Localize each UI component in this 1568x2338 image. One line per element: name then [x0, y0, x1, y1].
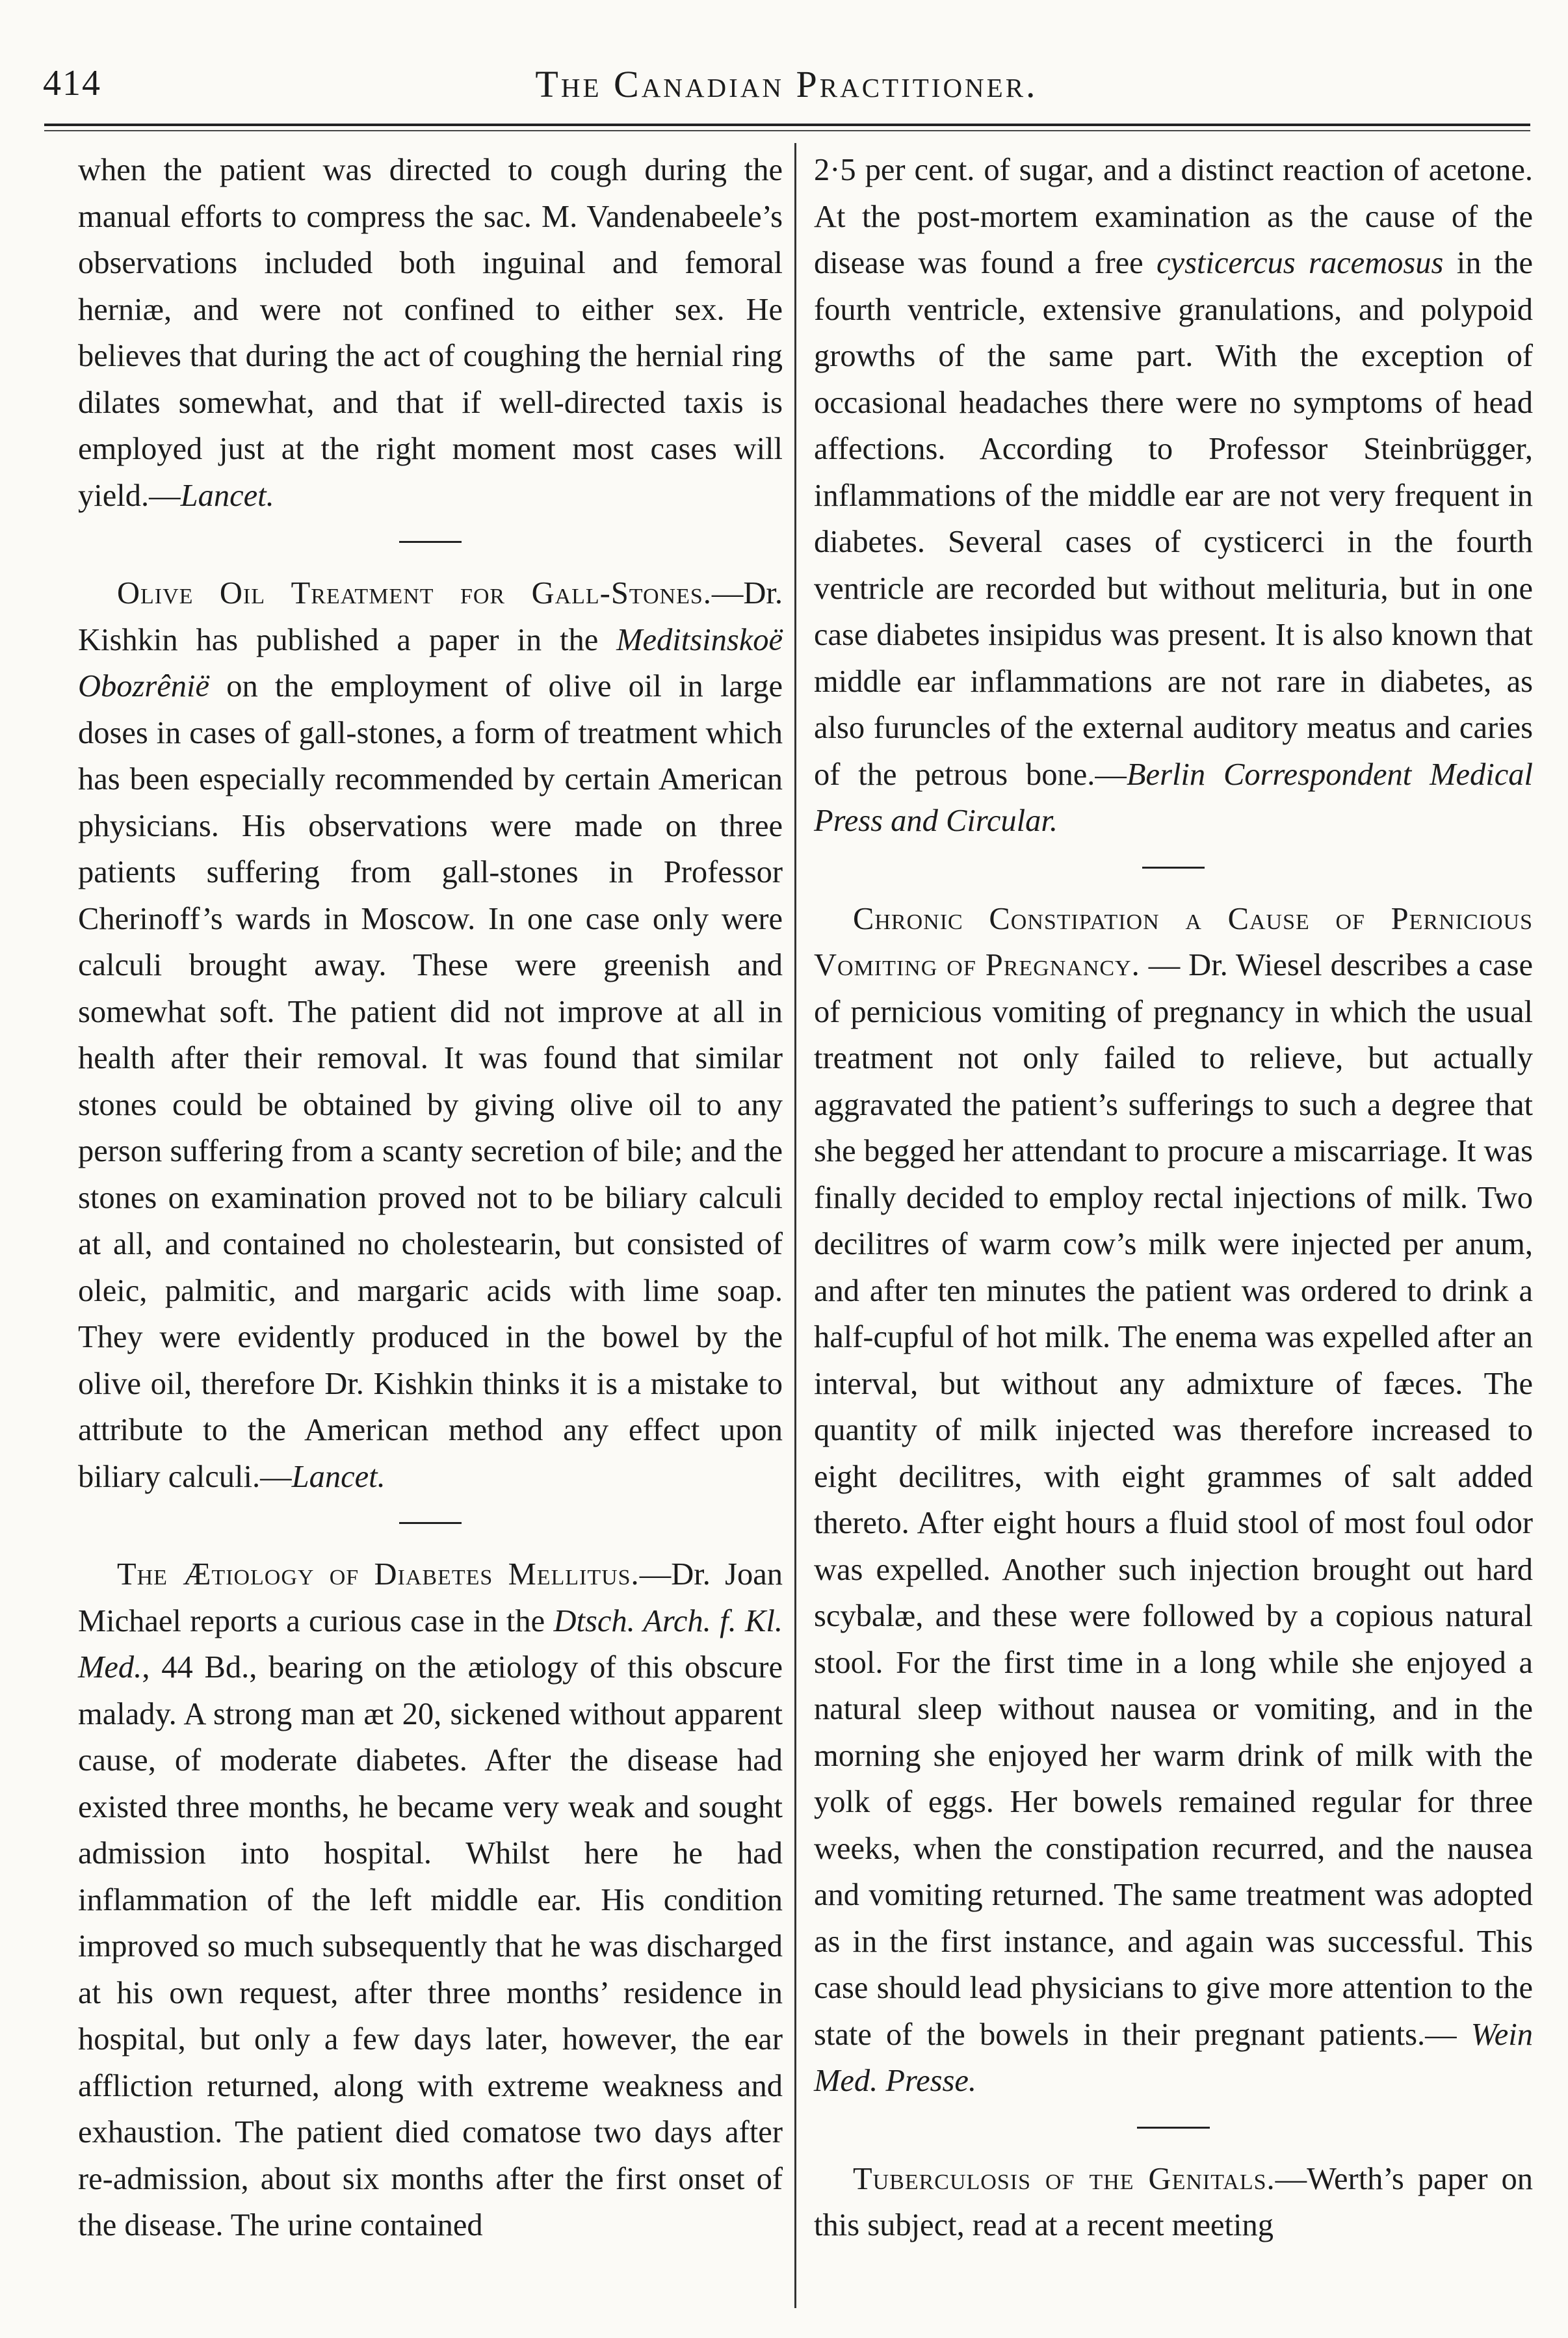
article-constipation [814, 896, 1533, 2105]
article-diabetes [78, 1551, 783, 2249]
paragraph-text: —Dr. Kishkin has published a paper in the [78, 576, 783, 657]
paragraph-text: —Werth’s paper on this subject, read at a recent meeting [814, 2161, 1533, 2242]
header-rule-thin [44, 130, 1530, 131]
section-separator [399, 1522, 462, 1524]
journal-name: Meditsinskoë Obozrênië [78, 622, 783, 703]
section-separator [1137, 2127, 1210, 2129]
article-continuation [814, 147, 1533, 845]
source-citation: Wein Med. Presse. [814, 2017, 1533, 2098]
section-separator [399, 541, 462, 543]
header-rule-thick [44, 124, 1530, 126]
running-title: The Canadian Practitioner. [535, 63, 1038, 105]
page-header [39, 62, 1534, 114]
paragraph-text: —Dr. Joan Michael reports a curious case in the [78, 1557, 783, 1638]
column-divider [794, 143, 796, 2308]
paragraph-text: in the fourth ventricle, extensive granulations, and polypoid growths of the same part. With the exception of occasional headaches there were no symptoms of head affections. According to Professor Steinbrügger, inflammations of the middle ear are not very frequent in diabetes. Several cases of cysticerci in the fourth ventricle are recorded but without melituria, but in one case diabetes insipidus was present. It is also known that middle ear inflammations are not rare in diabetes, as also furuncles of the external auditory meatus and caries of the petrous bone.— [814, 246, 1533, 792]
latin-term: cysticercus racemosus [1156, 246, 1444, 280]
paragraph-text: — Dr. Wiesel describes a case of pernicious vomiting of pregnancy in which the usual treatment not only failed to relieve, but actually aggravated the patient’s sufferings to such a degree that she begged her attendant to procure a miscarriage. It was finally decided to employ rectal injections of milk. Two decilitres of warm cow’s milk were injected per anum, and after ten minutes the patient was ordered to drink a half-cupful of hot milk. The enema was expelled after an interval, but without any admixture of fæces. The quantity of milk injected was therefore increased to eight decilitres, with eight grammes of salt added thereto. After eight hours a fluid stool of most foul odor was expelled. Another such injection brought out hard scybalæ, and these were followed by a copious natural stool. For the first time in a long while she enjoyed a natural sleep without nausea or vomiting, and in the morning she enjoyed her warm drink of milk with the yolk of eggs. Her bowels remained regular for three weeks, when the constipation recurred, and the nausea and vomiting returned. The same treatment was adopted as in the first instance, and again was successful. This case should lead physicians to give more attention to the state of the bowels in their pregnant patients.— [814, 948, 1533, 2052]
article-title: The Ætiology of Diabetes Mellitus. [117, 1557, 640, 1592]
section-separator [1142, 867, 1205, 869]
left-column [78, 147, 783, 2249]
source-citation: Lancet. [291, 1459, 385, 1494]
source-citation: Berlin Correspondent Medical Press and Circular. [814, 757, 1533, 838]
paragraph-text: 2·5 per cent. of sugar, and a distinct reaction of acetone. At the post-mortem examination as the cause of the disease was found a free [814, 153, 1533, 280]
journal-name: Dtsch. Arch. f. Kl. Med. [78, 1603, 783, 1685]
page-number: 414 [43, 63, 101, 103]
article-title: Tuberculosis of the Genitals. [853, 2161, 1275, 2196]
paragraph-text: on the employment of olive oil in large doses in cases of gall-stones, a form of treatment which has been especially recommended by certain American physicians. His observations were made on three patients suffering from gall-stones in Professor Cherinoff’s wards in Moscow. In one case only were calculi brought away. These were greenish and somewhat soft. The patient did not improve at all in health after their removal. It was found that similar stones could be obtained by giving olive oil to any person suffering from a scanty secretion of bile; and the stones on examination proved not to be biliary calculi at all, and contained no cholestearin, but consisted of oleic, palmitic, and margaric acids with lime soap. They were evidently produced in the bowel by the olive oil, therefore Dr. Kishkin thinks it is a mistake to attribute to the American method any effect upon biliary calculi.— [78, 669, 783, 1494]
paragraph-text: when the patient was directed to cough during the manual efforts to compress the sac. M. Vandenabeele’s observations included both inguinal and femoral herniæ, and were not confined to either sex. He believes that during the act of coughing the hernial ring dilates somewhat, and that if well-directed taxis is employed just at the right moment most cases will yield.— [78, 153, 783, 513]
article-tuberculosis [814, 2156, 1533, 2249]
source-citation: Lancet. [180, 478, 274, 513]
article-olive-oil [78, 570, 783, 1500]
paragraph-text: , 44 Bd., bearing on the ætiology of this obscure malady. A strong man æt 20, sickened without apparent cause, of moderate diabetes. After the disease had existed three months, he became very weak and sought admission into hospital. Whilst here he had inflammation of the left middle ear. His condition improved so much subsequently that he was discharged at his own request, after three months’ residence in hospital, but only a few days later, however, the ear affliction returned, along with extreme weakness and exhaustion. The patient died comatose two days after re-admission, about six months after the first onset of the disease. The urine contained [78, 1650, 783, 2242]
article-title: Olive Oil Treatment for Gall-Stones. [117, 576, 712, 611]
article-continuation [78, 147, 783, 519]
article-title: Chronic Constipation a Cause of Pernicious Vomiting of Pregnancy. [814, 901, 1533, 982]
right-column [814, 147, 1533, 2249]
